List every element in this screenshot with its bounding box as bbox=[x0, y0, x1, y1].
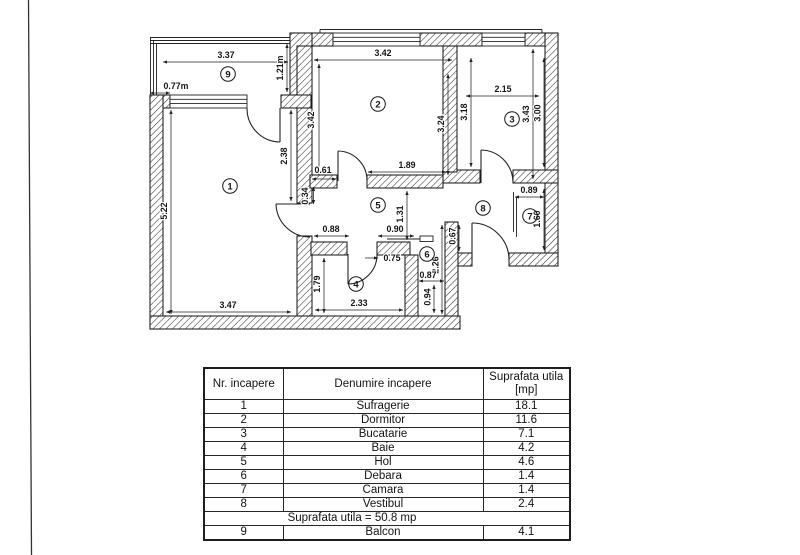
table-row-balcon: 9 Balcon 4.1 bbox=[204, 526, 570, 541]
dim-r6-small: 0.67 bbox=[447, 227, 458, 245]
dim-r3-top: 2.15 bbox=[494, 84, 512, 94]
wall-segment bbox=[150, 316, 460, 329]
wall-segment bbox=[297, 236, 312, 316]
wall-segment bbox=[405, 255, 418, 316]
dim-r3-right-inner: 3.00 bbox=[532, 104, 543, 122]
window bbox=[333, 33, 420, 46]
table-row: 1 Sufragerie 18.1 bbox=[204, 400, 570, 414]
dim-r7-right: 1.60 bbox=[532, 210, 542, 228]
table-row: 3 Bucatarie 7.1 bbox=[204, 428, 570, 442]
dim-hol-height: 1.31 bbox=[395, 205, 405, 223]
sliding-door-camara bbox=[514, 192, 517, 237]
wall-segment bbox=[458, 253, 472, 266]
room-areas-table bbox=[203, 367, 571, 541]
room-label-8 bbox=[476, 201, 491, 216]
dimension-lines bbox=[150, 44, 544, 314]
wall-segment bbox=[513, 170, 558, 183]
wall-segment bbox=[420, 33, 482, 46]
window bbox=[482, 33, 525, 46]
dim-balcony-width: 3.37 bbox=[217, 50, 235, 60]
dim-r1-right: 2.38 bbox=[279, 147, 289, 165]
dim-r3-right-outer: 3.43 bbox=[521, 105, 531, 123]
dim-balcony-small: 0.77m bbox=[163, 81, 189, 91]
room-label-1 bbox=[223, 179, 238, 194]
wall-segment bbox=[310, 175, 337, 188]
door-entrance bbox=[472, 223, 509, 260]
table-row: 7 Camara 1.4 bbox=[204, 484, 570, 498]
table-row: 5 Hol 4.6 bbox=[204, 456, 570, 470]
dim-r2-right: 3.24 bbox=[436, 115, 446, 133]
scan-edge-line bbox=[29, 0, 32, 555]
svg-text:4: 4 bbox=[353, 279, 359, 291]
dim-r1-bottom: 3.47 bbox=[219, 300, 237, 310]
wall-segment bbox=[367, 175, 443, 188]
dim-r1-left: 5.22 bbox=[159, 202, 169, 220]
sliding-door-debara bbox=[387, 236, 433, 242]
summary-total: Suprafata utila = 50.8 mp bbox=[287, 512, 417, 525]
table-header-row bbox=[204, 368, 570, 400]
dim-r6-lower: 0.94 bbox=[422, 288, 433, 306]
svg-text:3: 3 bbox=[509, 114, 515, 126]
dim-r2-offset: 0.61 bbox=[314, 165, 332, 175]
wall-segment bbox=[509, 253, 558, 266]
room-label-9 bbox=[221, 67, 236, 82]
window bbox=[170, 95, 247, 108]
wall-segment bbox=[443, 46, 457, 172]
dim-balcony-depth: 1.21m bbox=[275, 55, 285, 81]
dim-r4-left: 1.79 bbox=[312, 275, 322, 293]
room-label-6 bbox=[420, 247, 435, 262]
svg-text:7: 7 bbox=[527, 211, 533, 223]
table-row: 4 Baie 4.2 bbox=[204, 442, 570, 456]
wall-segment bbox=[311, 242, 347, 255]
door-living-room bbox=[276, 204, 310, 237]
dim-hol-a: 0.88 bbox=[322, 224, 340, 234]
wall-segment bbox=[545, 33, 558, 258]
svg-text:9: 9 bbox=[225, 69, 231, 81]
dimension-labels bbox=[159, 48, 543, 310]
dim-r2-top: 3.42 bbox=[374, 48, 392, 58]
room-label-5 bbox=[371, 198, 386, 213]
dim-hol-b: 0.90 bbox=[386, 224, 404, 234]
svg-text:8: 8 bbox=[480, 203, 486, 215]
dim-r6-height: 2.26 bbox=[430, 256, 441, 274]
table-row: 8 Vestibul 2.4 bbox=[204, 498, 570, 512]
room-label-3 bbox=[505, 112, 520, 127]
header-suprafata: Suprafata utila [mp] bbox=[483, 368, 570, 400]
wall-segment bbox=[281, 95, 311, 108]
dim-r2-bottom: 1.89 bbox=[398, 160, 416, 170]
dim-r2-left: 3.42 bbox=[306, 111, 316, 129]
door-bathroom bbox=[348, 254, 377, 284]
doors bbox=[247, 108, 517, 284]
door-bedroom bbox=[338, 151, 367, 181]
svg-text:5: 5 bbox=[375, 200, 381, 212]
header-denumire: Denumire incapere bbox=[283, 368, 483, 400]
svg-text:1: 1 bbox=[227, 181, 233, 193]
svg-text:6: 6 bbox=[424, 249, 430, 261]
dim-r4-bottom: 2.33 bbox=[350, 298, 368, 308]
parapet-line bbox=[320, 30, 542, 34]
dim-r3-left: 3.18 bbox=[459, 103, 469, 121]
dim-r4-door: 0.75 bbox=[383, 253, 401, 263]
table-row: 6 Debara 1.4 bbox=[204, 470, 570, 484]
table-row: 2 Dormitor 11.6 bbox=[204, 414, 570, 428]
header-nr: Nr. incapere bbox=[204, 368, 283, 400]
room-label-2 bbox=[371, 97, 386, 112]
svg-text:2: 2 bbox=[375, 99, 381, 111]
table-summary-row bbox=[204, 512, 570, 526]
dim-r7-top: 0.89 bbox=[520, 185, 538, 195]
door-kitchen bbox=[481, 150, 513, 183]
dim-r6-width: 0.87 bbox=[419, 270, 437, 280]
dim-r1-offset: 0.34 bbox=[300, 187, 310, 205]
door-balcony bbox=[247, 108, 280, 142]
